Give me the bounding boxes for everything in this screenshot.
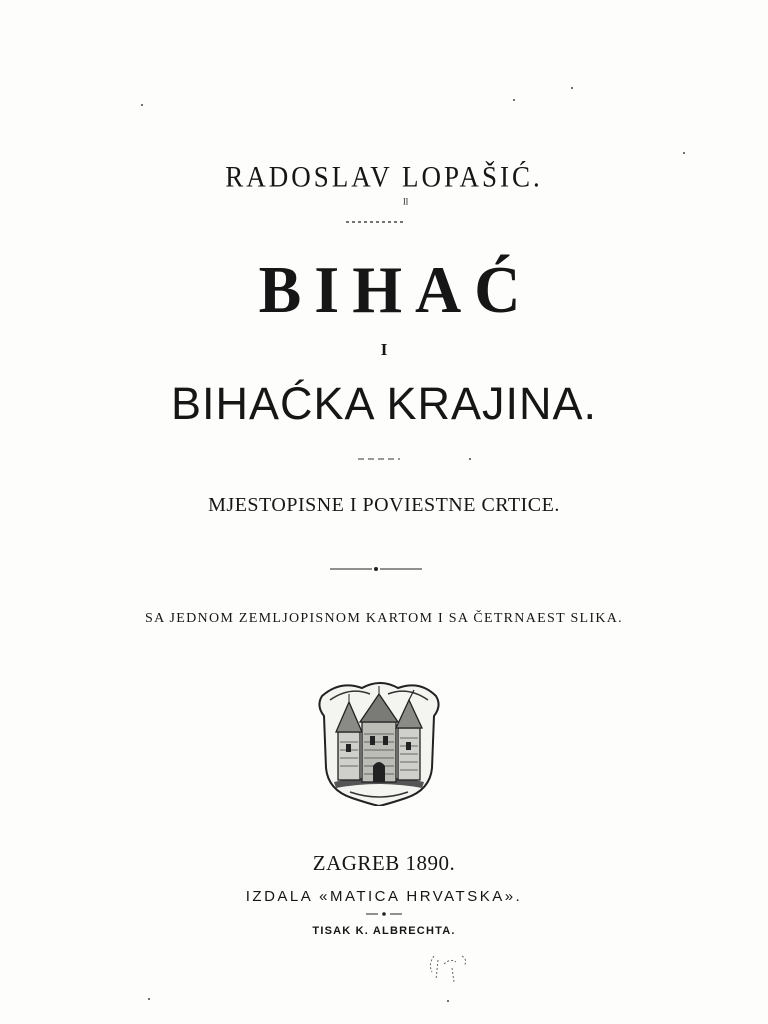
small-ornament [364, 910, 404, 918]
short-rule [356, 456, 402, 462]
speck [513, 99, 515, 101]
author-name: RADOSLAV LOPAŠIĆ. [225, 160, 543, 194]
pencil-mark: ˡˡ [403, 196, 409, 213]
printer-line: TISAK K. ALBRECHTA. [312, 925, 456, 937]
coat-of-arms-castle-icon [310, 676, 448, 806]
place-and-year: ZAGREB 1890. [312, 851, 456, 875]
publisher-line: IZDALA «MATICA HRVATSKA». [245, 888, 523, 905]
speck [683, 152, 685, 154]
speck [571, 87, 573, 89]
book-title: BIHAĆ [258, 252, 534, 327]
maps-illustrations-note: SA JEDNOM ZEMLJOPISNOM KARTOM I SA ČETRNAEST SLIKA. [145, 611, 623, 626]
speck [469, 458, 471, 460]
library-stamp-mark [424, 950, 476, 992]
speck [141, 104, 143, 106]
ornamental-rule [326, 564, 426, 574]
description-line: MJESTOPISNE I POVIESTNE CRTICE. [208, 494, 560, 516]
book-subtitle: BIHAĆKA KRAJINA. [170, 378, 598, 429]
title-conjunction: I [380, 340, 388, 359]
speck [148, 998, 150, 1000]
dotted-rule-top [340, 218, 410, 226]
speck [447, 1000, 449, 1002]
